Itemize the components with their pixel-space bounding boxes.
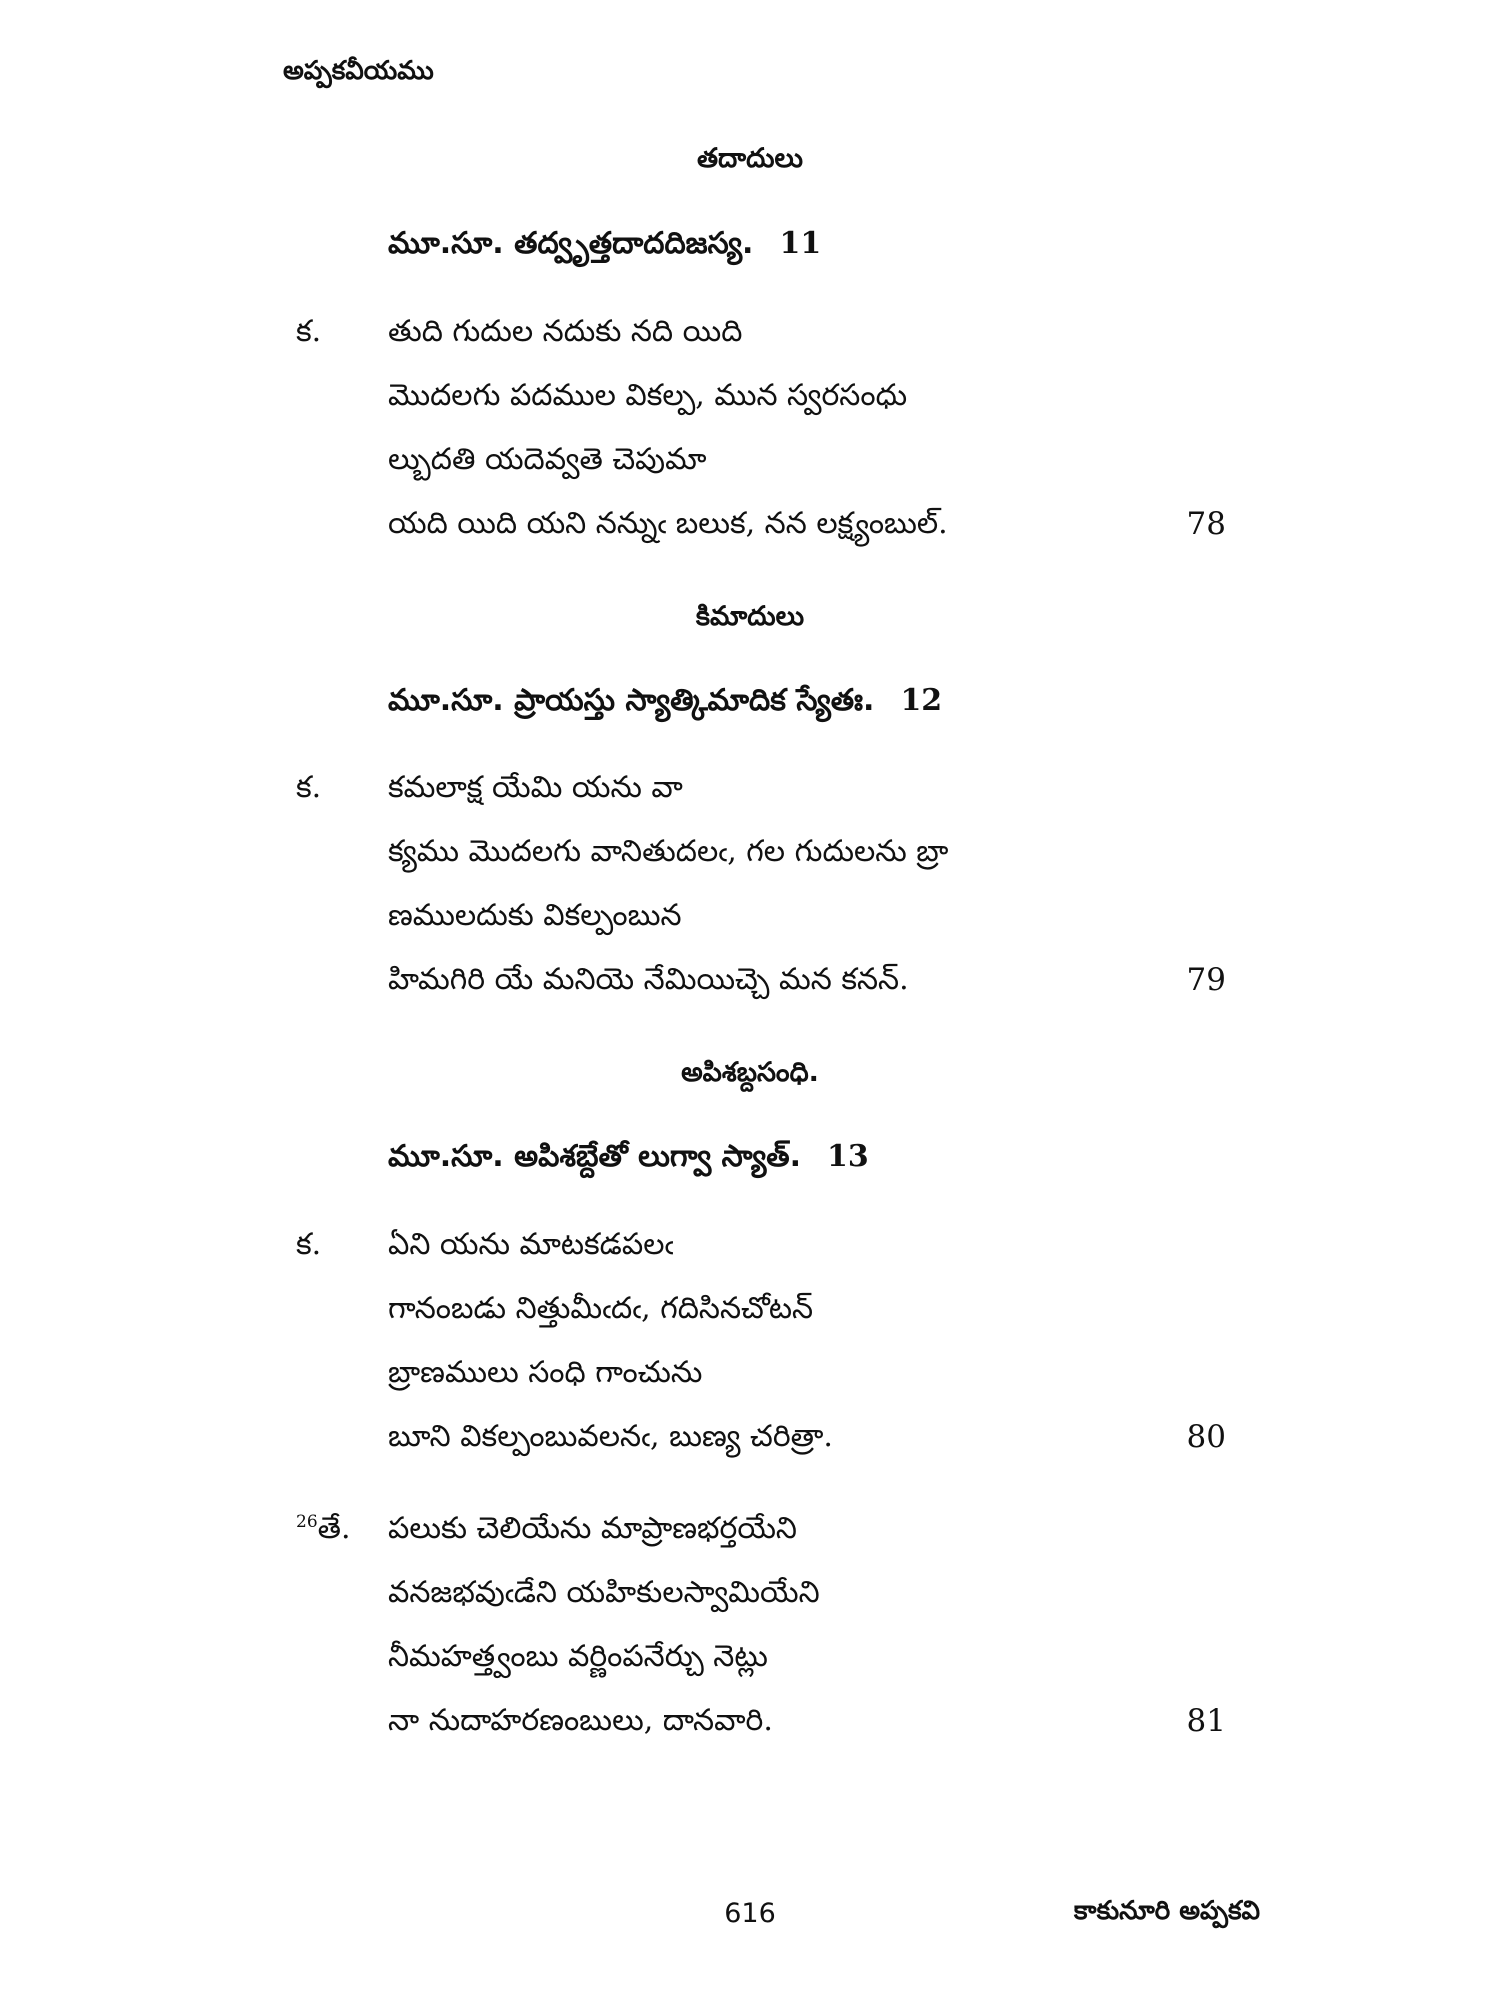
- verse-line: [296, 1497, 1226, 1561]
- verse-line: [296, 492, 1226, 556]
- verse-line: [296, 948, 1226, 1012]
- verse-line: [296, 820, 1226, 884]
- verse-line: [296, 1561, 1226, 1625]
- verse-line: [296, 1213, 1226, 1277]
- section-heading: తదాదులు: [697, 143, 803, 174]
- verse-text: బ్రాణములు సంధి గాంచును: [388, 1355, 703, 1390]
- verse-text: ల్బుదతి యదెవ్వతె చెపుమా: [388, 442, 707, 477]
- verse-text: నా నుదాహరణంబులు, దానవారి.: [388, 1703, 773, 1738]
- page-number: 616: [724, 1898, 776, 1929]
- verse: [296, 300, 1226, 556]
- verse-line: [296, 884, 1226, 948]
- verse-line: [296, 1405, 1226, 1469]
- verse-text: కమలాక్ష యేమి యను వా: [388, 770, 683, 805]
- sutra-number: 11: [779, 226, 822, 261]
- verse: [296, 1497, 1226, 1753]
- verse: [296, 756, 1226, 1012]
- verse-line: [296, 756, 1226, 820]
- verse-text: హిమగిరి యే మనియె నేమియిచ్చె మన కనన్.: [388, 962, 909, 997]
- sutra-label: మూ.సూ. ప్రాయస్తు స్యాత్కిమాదిక స్యేతః.: [388, 683, 875, 718]
- verse-line: [296, 1689, 1226, 1753]
- verse-number: 81: [1186, 1703, 1226, 1739]
- sutra-number: 12: [900, 683, 943, 718]
- sutra-line: [388, 226, 821, 268]
- verse-text: మొదలగు పదముల వికల్ప, మున స్వరసంధు: [388, 378, 908, 413]
- verse-text: క్యము మొదలగు వానితుదలఁ, గల గుదులను బ్రా: [388, 834, 949, 869]
- verse-number: 78: [1186, 506, 1226, 542]
- sutra-label: మూ.సూ. తద్వృత్తదాదదిజస్య.: [388, 226, 754, 261]
- sutra-line: [388, 1139, 869, 1181]
- verse-line: [296, 428, 1226, 492]
- sutra-line: [388, 683, 942, 725]
- verse-line: [296, 1341, 1226, 1405]
- verse-text: గానంబడు నిత్తుమీఁదఁ, గదిసినచోటన్: [388, 1291, 814, 1326]
- verse-line: [296, 300, 1226, 364]
- verse-meter: క.: [296, 314, 322, 349]
- verse-line: [296, 1277, 1226, 1341]
- section-heading: అపిశబ్దసంధి.: [681, 1057, 819, 1088]
- verse-text: పలుకు చెలియేను మాప్రాణభర్తయేని: [388, 1511, 797, 1546]
- verse-meter: క.: [296, 770, 322, 805]
- verse-meter-label: తే.: [317, 1511, 351, 1546]
- verse-meter: క.: [296, 1227, 322, 1262]
- verse-text: ణములదుకు వికల్పంబున: [388, 898, 682, 933]
- verse-text: వనజభవుఁడేని యహికులస్వామియేని: [388, 1575, 820, 1610]
- verse-number: 80: [1186, 1419, 1226, 1455]
- verse-number: 79: [1186, 962, 1226, 998]
- verse-line: [296, 364, 1226, 428]
- verse-text: నీమహత్త్వంబు వర్ణింపనేర్చు నెట్లు: [388, 1639, 768, 1674]
- footer-author: కాకునూరి అప్పకవి: [1073, 1896, 1260, 1926]
- sutra-label: మూ.సూ. అపిశబ్దేతో లుగ్వా స్యాత్.: [388, 1139, 802, 1174]
- verse-text: యది యిది యని నన్నుఁ బలుక, నన లక్ష్యంబుల్.: [388, 506, 948, 541]
- verse: [296, 1213, 1226, 1469]
- verse-meter: [296, 1497, 351, 1561]
- footnote-marker: 26: [296, 1512, 318, 1532]
- verse-text: బూని వికల్పంబువలనఁ, బుణ్య చరిత్రా.: [388, 1419, 833, 1454]
- running-head: అప్పకవీయము: [283, 56, 434, 86]
- verse-line: [296, 1625, 1226, 1689]
- verse-text: ఏని యను మాటకడపలఁ: [388, 1227, 674, 1262]
- verse-text: తుది గుదుల నదుకు నది యిది: [388, 314, 743, 349]
- sutra-number: 13: [827, 1139, 869, 1174]
- section-heading: కిమాదులు: [695, 601, 805, 632]
